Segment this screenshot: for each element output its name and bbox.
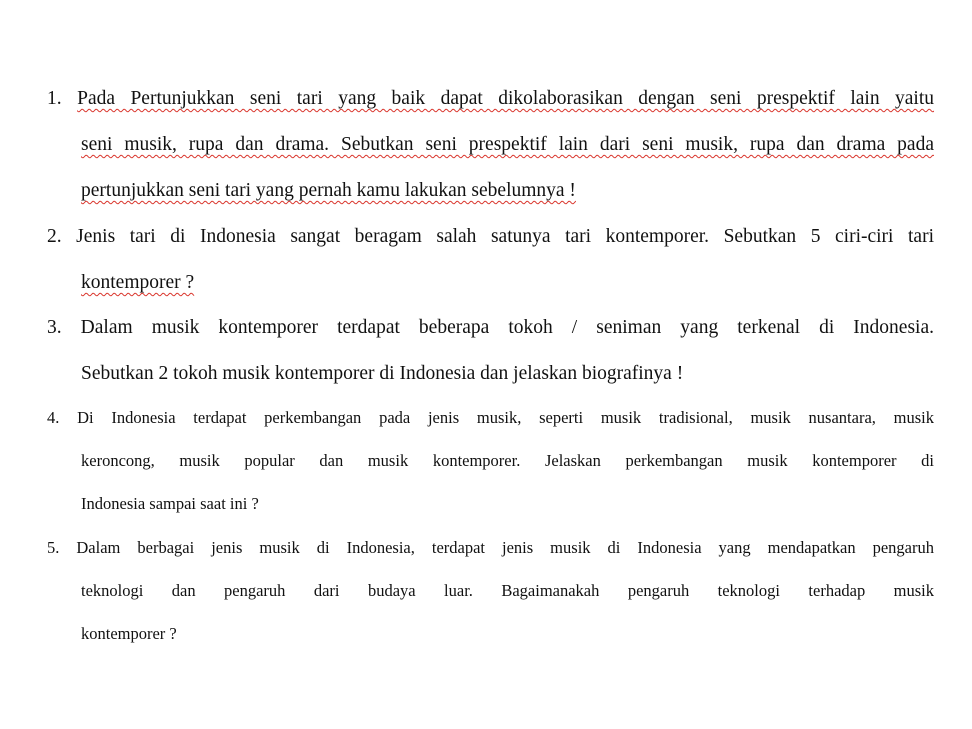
question-text: pertunjukkan seni tari yang pernah kamu lakukan sebelumnya ! xyxy=(81,180,576,201)
question-number: 1. xyxy=(47,88,62,109)
question-text: Jenis tari di Indonesia sangat beragam salah satunya tari kontemporer. Sebutkan 5 ciri-ciri tari xyxy=(76,226,934,247)
question-5-line-3 xyxy=(81,619,934,662)
question-text: Pada Pertunjukkan seni tari yang baik dapat dikolaborasikan dengan seni prespektif lain yaitu xyxy=(77,88,935,109)
question-text: Indonesia sampai saat ini ? xyxy=(81,494,259,513)
question-text: seni musik, rupa dan drama. Sebutkan seni prespektif lain dari seni musik, rupa dan drama pada xyxy=(81,134,934,155)
question-text: Di Indonesia terdapat perkembangan pada jenis musik, seperti musik tradisional, musik nusantara, musik xyxy=(77,408,934,427)
question-number: 4. xyxy=(47,408,60,427)
question-text: Dalam berbagai jenis musik di Indonesia, terdapat jenis musik di Indonesia yang mendapatkan pengaruh xyxy=(76,538,934,557)
question-text: Sebutkan 2 tokoh musik kontemporer di Indonesia dan jelaskan biografinya ! xyxy=(81,363,684,384)
question-5-line-1 xyxy=(47,533,934,576)
question-3-line-2 xyxy=(81,359,934,405)
question-3-line-1 xyxy=(47,313,934,359)
question-number: 5. xyxy=(47,538,60,557)
question-text: Dalam musik kontemporer terdapat beberapa tokoh / seniman yang terkenal di Indonesia. xyxy=(80,317,934,338)
question-5-line-2 xyxy=(81,576,934,619)
question-text: keroncong, musik popular dan musik kontemporer. Jelaskan perkembangan musik kontemporer di xyxy=(81,451,934,470)
question-text: kontemporer ? xyxy=(81,272,195,293)
question-1-line-2 xyxy=(81,130,934,176)
question-1-line-1 xyxy=(47,84,934,130)
question-1-line-3 xyxy=(81,176,934,222)
question-4-line-2 xyxy=(81,446,934,489)
question-number: 3. xyxy=(47,317,62,338)
question-text: kontemporer ? xyxy=(81,624,177,643)
question-4-line-3 xyxy=(81,489,934,532)
question-2-line-1 xyxy=(47,222,934,268)
question-number: 2. xyxy=(47,226,62,247)
question-text: teknologi dan pengaruh dari budaya luar. Bagaimanakah pengaruh teknologi terhadap musik xyxy=(81,581,934,600)
question-2-line-2 xyxy=(81,268,934,314)
question-4-line-1 xyxy=(47,403,934,446)
